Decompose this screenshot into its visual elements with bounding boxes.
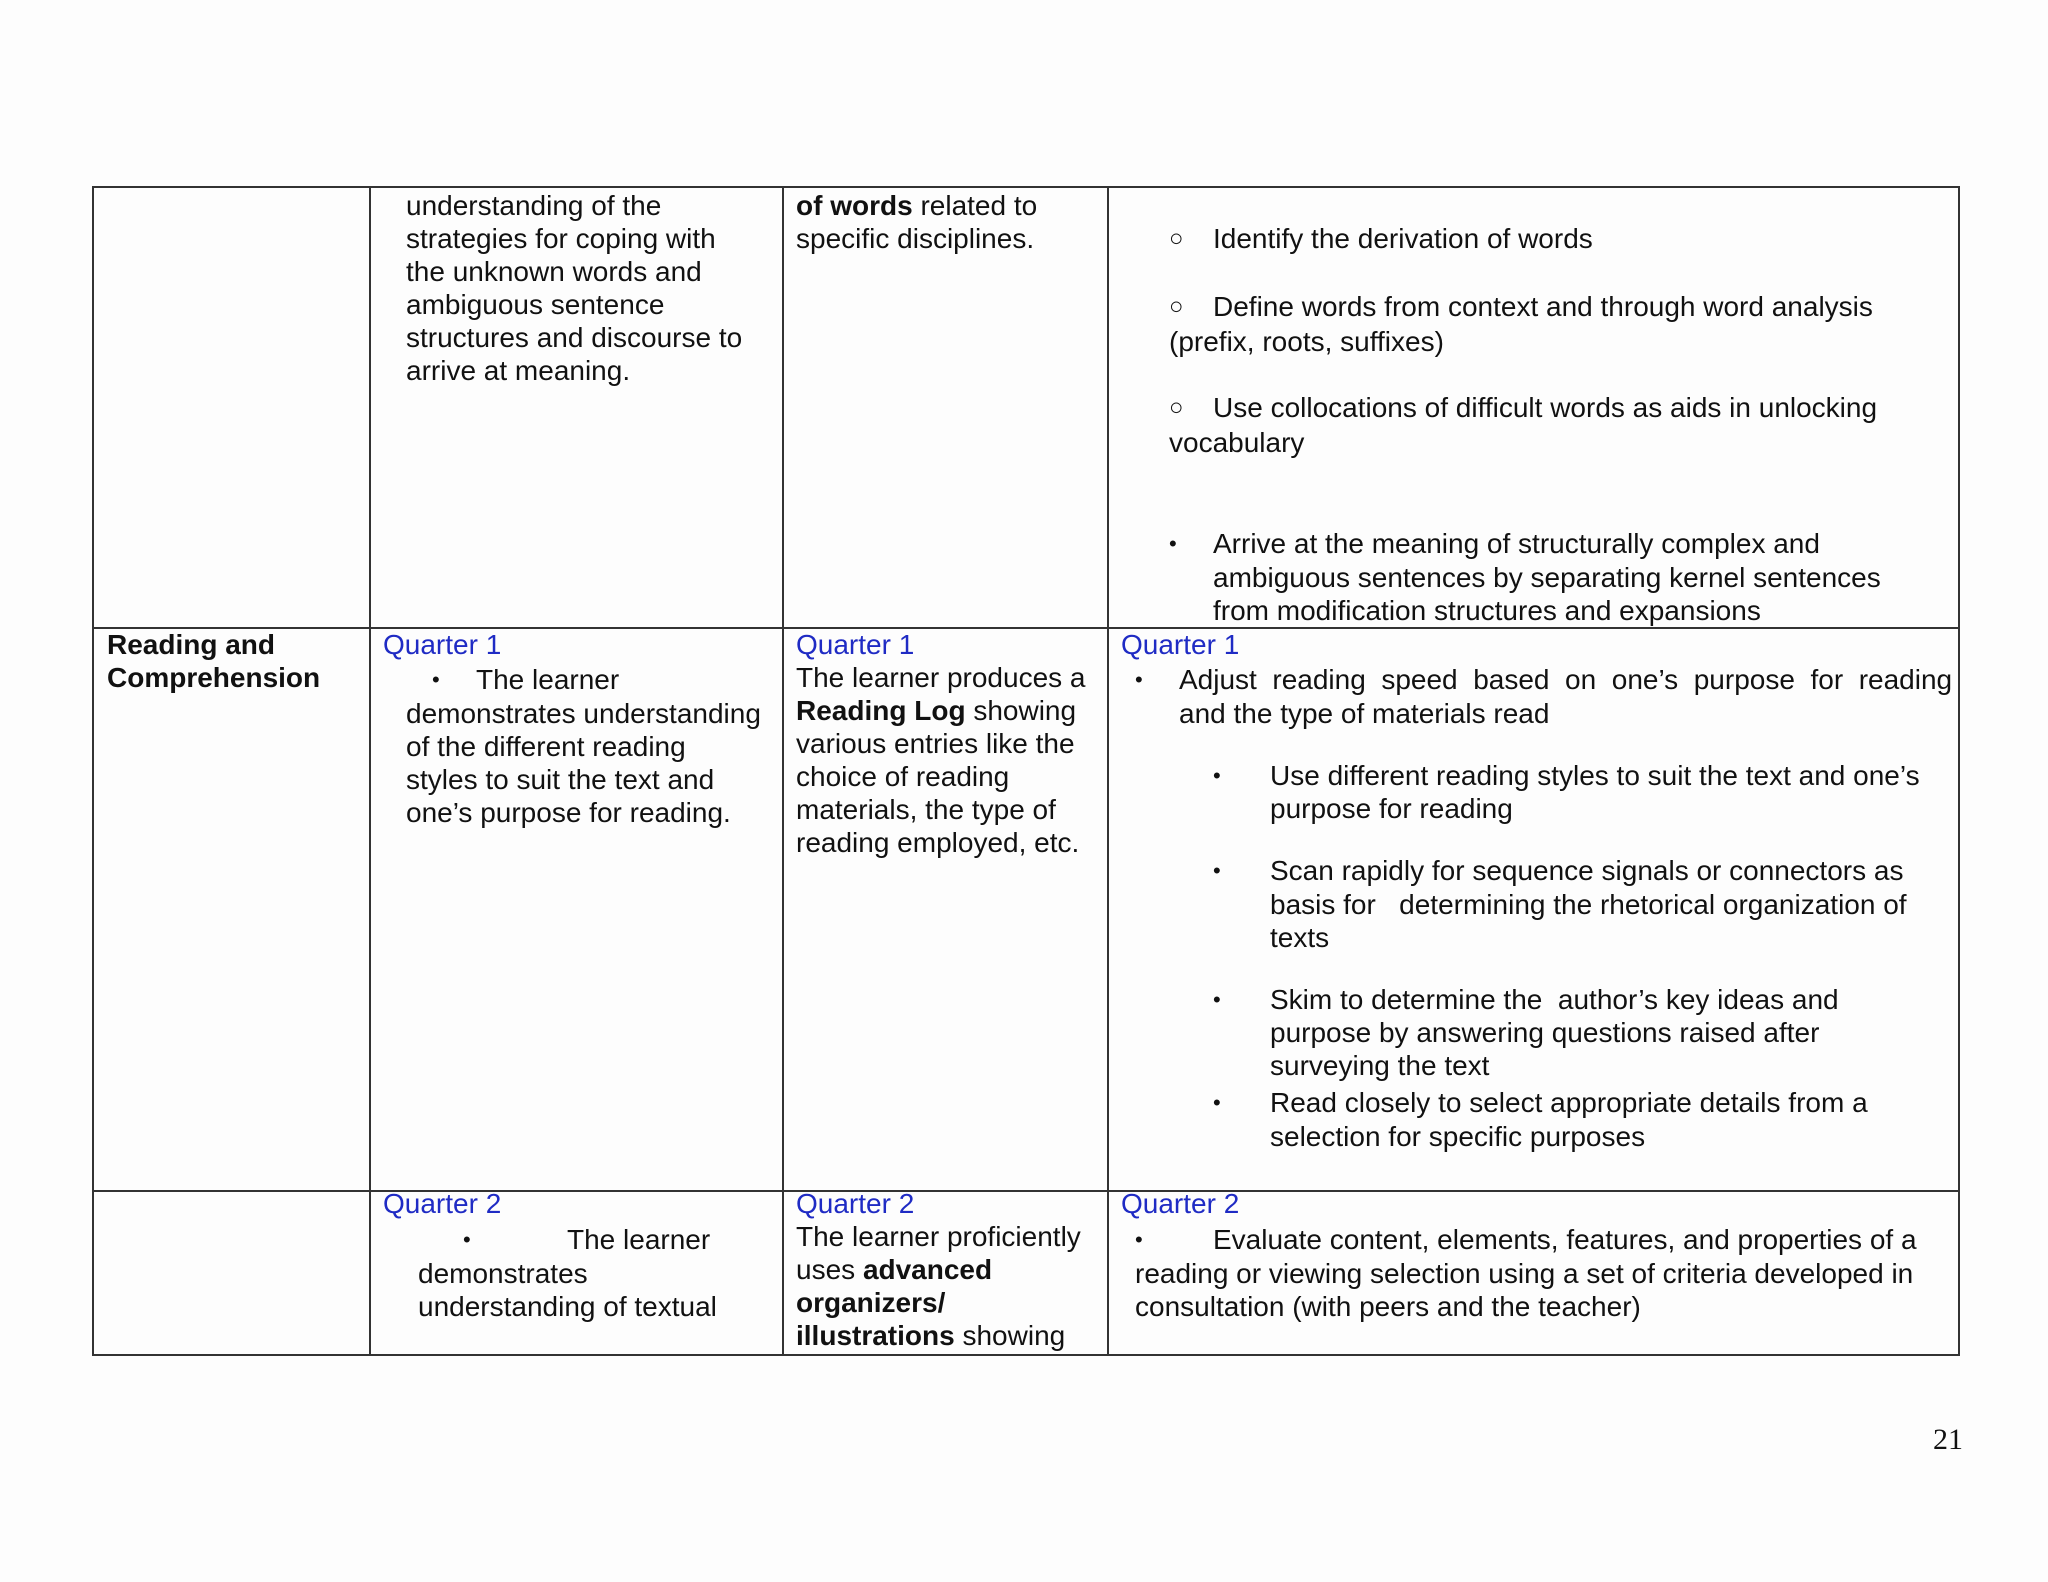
circle-bullet-icon: ○ [1169, 394, 1184, 421]
bullet-icon: • [1135, 667, 1143, 692]
competency-line: purpose by answering questions raised after [1270, 1017, 1820, 1048]
text-span: showing [965, 695, 1077, 726]
circle-bullet-icon: ○ [1169, 293, 1184, 320]
column-divider-3 [1107, 186, 1109, 1356]
text-line: understanding of textual [418, 1291, 717, 1322]
bold-term: advanced [862, 1254, 993, 1285]
bold-term: organizers/ [796, 1287, 946, 1318]
competency-line: Use collocations of difficult words as aids in unlocking [1213, 392, 1878, 423]
domain-label: Reading and [107, 629, 276, 660]
bullet-icon: • [463, 1227, 471, 1252]
text-span: showing [954, 1320, 1066, 1351]
column-divider-2 [782, 186, 784, 1356]
competency-line: Read closely to select appropriate details from a [1270, 1087, 1868, 1118]
text-line: The learner proficiently [796, 1221, 1081, 1252]
text-line [796, 1253, 992, 1286]
bullet-icon: • [1213, 1090, 1221, 1115]
competency-line: selection for specific purposes [1270, 1121, 1646, 1152]
quarter-heading: Quarter 2 [796, 1188, 915, 1219]
text-line: demonstrates [418, 1258, 588, 1289]
bullet-icon: • [1213, 987, 1221, 1012]
text-line: materials, the type of [796, 794, 1056, 825]
table-border-right [1958, 186, 1960, 1356]
text-line [796, 189, 1037, 222]
text-line: reading employed, etc. [796, 827, 1080, 858]
quarter-heading: Quarter 2 [1121, 1188, 1240, 1219]
competency-line: consultation (with peers and the teacher) [1135, 1291, 1641, 1322]
text-span: related to [912, 190, 1038, 221]
text-line: styles to suit the text and [406, 764, 715, 795]
text-line: choice of reading [796, 761, 1010, 792]
text-line: strategies for coping with [406, 223, 716, 254]
text-line: demonstrates understanding [406, 698, 761, 729]
text-line: arrive at meaning. [406, 355, 631, 386]
bullet-icon: • [1169, 531, 1177, 556]
competency-line: vocabulary [1169, 427, 1305, 458]
competency-line: Arrive at the meaning of structurally complex and [1213, 528, 1820, 559]
competency-line: reading or viewing selection using a set of criteria developed in [1135, 1258, 1914, 1289]
text-line: The learner produces a [796, 662, 1086, 693]
text-line: one’s purpose for reading. [406, 797, 731, 828]
bold-term: illustrations [796, 1320, 955, 1351]
page-number: 21 [1933, 1423, 1963, 1456]
competency-line: and the type of materials read [1179, 698, 1550, 729]
text-line: structures and discourse to [406, 322, 743, 353]
competency-line: ambiguous sentences by separating kernel sentences [1213, 562, 1881, 593]
text-line: The learner [476, 664, 620, 695]
text-line: of the different reading [406, 731, 686, 762]
text-line: specific disciplines. [796, 223, 1035, 254]
table-border-bottom [92, 1354, 1960, 1356]
bullet-icon: • [1135, 1227, 1143, 1252]
domain-label: Comprehension [107, 662, 321, 693]
table-border-top [92, 186, 1960, 188]
text-line [796, 1319, 1065, 1352]
competency-line: Identify the derivation of words [1213, 223, 1593, 254]
bullet-icon: • [432, 667, 440, 692]
quarter-heading: Quarter 1 [383, 629, 502, 660]
row-divider-2 [92, 1190, 1960, 1192]
bold-term: Reading Log [796, 695, 966, 726]
text-line: various entries like the [796, 728, 1075, 759]
competency-line: purpose for reading [1270, 793, 1513, 824]
bullet-icon: • [1213, 763, 1221, 788]
competency-line: Evaluate content, elements, features, and properties of a [1213, 1224, 1917, 1255]
competency-line: Skim to determine the author’s key ideas and [1270, 984, 1839, 1015]
competency-line: (prefix, roots, suffixes) [1169, 326, 1444, 357]
text-line: the unknown words and [406, 256, 702, 287]
competency-line: Define words from context and through word analysis [1213, 291, 1873, 322]
column-divider-1 [369, 186, 371, 1356]
text-line: understanding of the [406, 190, 662, 221]
text-line: The learner [567, 1224, 711, 1255]
competency-line: Adjust reading speed based on one’s purpose for reading [1179, 664, 1953, 695]
row-divider-1 [92, 627, 1960, 629]
competency-line: from modification structures and expansions [1213, 595, 1761, 626]
competency-line: Use different reading styles to suit the text and one’s [1270, 760, 1920, 791]
competency-line: Scan rapidly for sequence signals or connectors as [1270, 855, 1904, 886]
bold-term: of words [796, 190, 913, 221]
competency-line: surveying the text [1270, 1050, 1490, 1081]
table-border-left [92, 186, 94, 1356]
text-line: ambiguous sentence [406, 289, 665, 320]
circle-bullet-icon: ○ [1169, 225, 1184, 252]
text-span: uses [796, 1254, 863, 1285]
competency-line: texts [1270, 922, 1330, 953]
quarter-heading: Quarter 1 [1121, 629, 1240, 660]
bullet-icon: • [1213, 858, 1221, 883]
text-line [796, 694, 1076, 727]
quarter-heading: Quarter 1 [796, 629, 915, 660]
quarter-heading: Quarter 2 [383, 1188, 502, 1219]
competency-line: basis for determining the rhetorical organization of [1270, 889, 1907, 920]
